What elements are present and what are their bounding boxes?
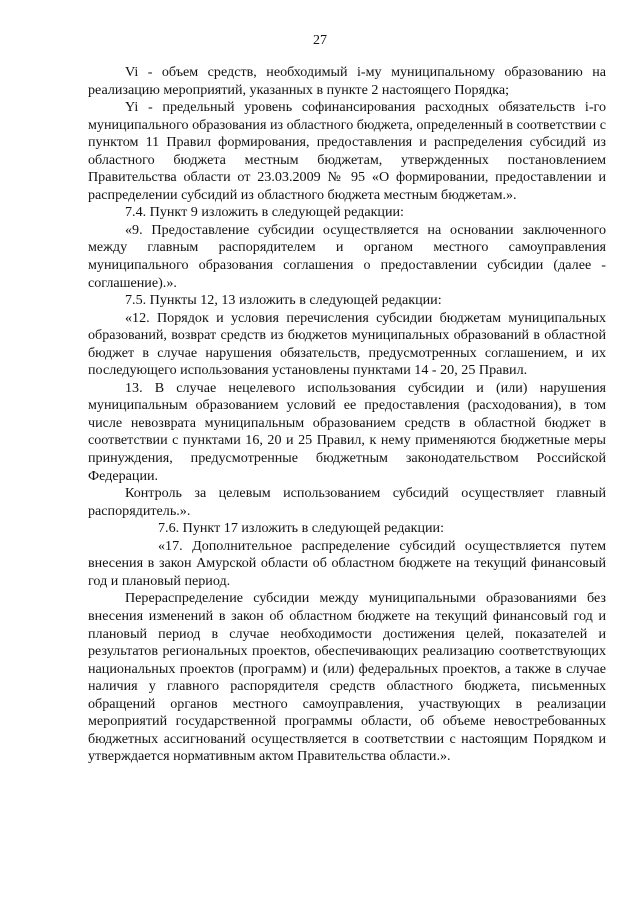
page-number: 27 [313,33,327,48]
paragraph-point-13: 13. В случае нецелевого использования субсидии и (или) нарушения муниципальным образованием условий ее предоставления (расходования), в том числе невозврата муниципальным образованием средств в областной бюджет в соответствии с пунктами 16, 20 и 25 Правил, к нему применяются бюджетные меры принуждения, предусмотренные бюджетным законодательством Российской Федерации. [88,379,606,484]
paragraph-redistribution: Перераспределение субсидии между муниципальными образованиями без внесения изменений в закон об областном бюджете на текущий финансовый год и плановый период в случае необходимости достижения целей, показателей и результатов региональных проектов, обеспечивающих реализацию соответствующих национальных проектов (программ) и (или) федеральных проектов, а также в случае наличия у главного распорядителя средств областного бюджета, письменных обращений органов местного самоуправления, участвующих в реализации мероприятий государственной программы области, об объеме невостребованных бюджетных ассигнований осуществляется в соответствии с настоящим Порядком и утверждается нормативным актом Правительства области.». [88,590,606,765]
paragraph-control: Контроль за целевым использованием субсидий осуществляет главный распорядитель.». [88,485,606,519]
paragraph-7-6-heading: 7.6. Пункт 17 изложить в следующей редакции: [158,520,445,537]
paragraph-7-5-heading: 7.5. Пункты 12, 13 изложить в следующей редакции: [125,292,442,309]
paragraph-yi-definition: Yi - предельный уровень софинансирования расходных обязательств i-го муниципального образования из областного бюджета, определенный в соответствии с пунктом 11 Правил формирования, предоставления и распределения субсидий из областного бюджета местным бюджетам, утвержденных постановлением Правительства области от 23.03.2009 № 95 «О формировании, предоставлении и распределении субсидий из областного бюджета местным бюджетам.». [88,99,606,203]
document-body [88,64,606,766]
paragraph-point-9: «9. Предоставление субсидии осуществляется на основании заключенного между главным распорядителем и органом местного самоуправления муниципального образования соглашения о предоставлении субсидии (далее - соглашение).». [88,221,606,291]
paragraph-vi-definition: Vi - объем средств, необходимый i-му муниципальному образованию на реализацию мероприятий, указанных в пункте 2 настоящего Порядка; [88,64,606,98]
paragraph-7-4-heading: 7.4. Пункт 9 изложить в следующей редакции: [125,204,404,221]
paragraph-point-12: «12. Порядок и условия перечисления субсидии бюджетам муниципальных образований, возврат средств из бюджетов муниципальных образований в областной бюджет в случае нарушения обязательств, предусмотренных соглашением, и их последующего использования установлены пунктами 14 - 20, 25 Правил. [88,309,606,379]
paragraph-point-17: «17. Дополнительное распределение субсидий осуществляется путем внесения в закон Амурской области об областном бюджете на текущий финансовый год и плановый период. [88,537,606,589]
